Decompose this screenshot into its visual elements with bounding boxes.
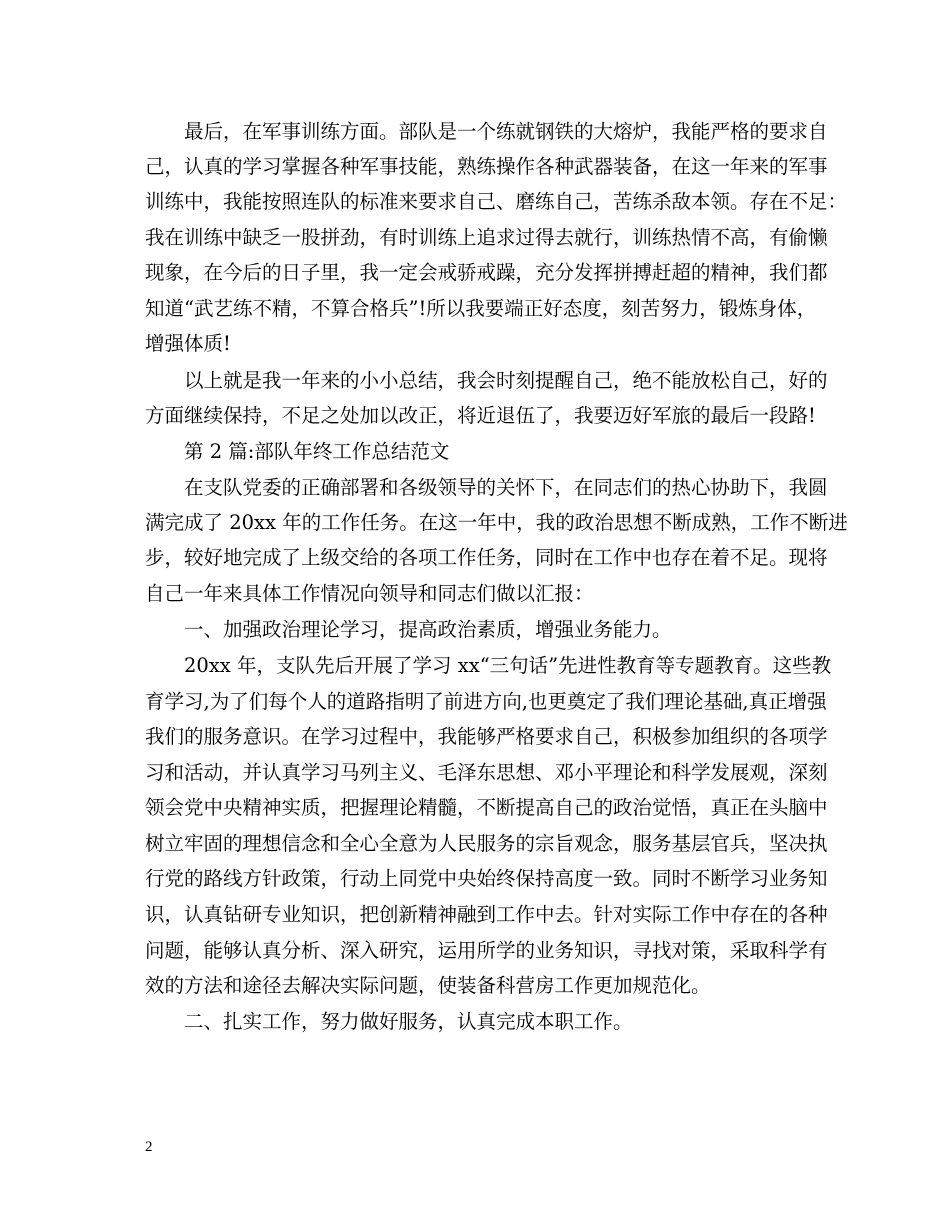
text-line: 问题，能够认真分析、深入研究，运用所学的业务知识，寻找对策，采取科学有 [145, 939, 828, 962]
text-line: 自己一年来具体工作情况向领导和同志们做以汇报： [145, 582, 594, 605]
text-line: 识，认真钻研专业知识，把创新精神融到工作中去。针对实际工作中存在的各种 [145, 903, 828, 926]
text-line: 二、扎实工作，努力做好服务，认真完成本职工作。 [145, 1010, 633, 1033]
text-line: 方面继续保持，不足之处加以改正，将近退伍了，我要迈好军旅的最后一段路! [145, 404, 816, 427]
text-line: 我们的服务意识。在学习过程中，我能够严格要求自己，积极参加组织的各项学 [145, 725, 828, 748]
text-line: 20xx 年，支队先后开展了学习 xx“三句话”先进性教育等专题教育。这些教 [145, 654, 832, 677]
text-line: 满完成了 20xx 年的工作任务。在这一年中，我的政治思想不断成熟，工作不断进 [145, 511, 848, 534]
section-heading: 第 2 篇:部队年终工作总结范文 [145, 440, 450, 463]
text-line: 增强体质! [145, 332, 231, 355]
page-number: 2 [145, 1139, 153, 1155]
text-line: 行党的路线方针政策，行动上同党中央始终保持高度一致。同时不断学习业务知 [145, 867, 828, 890]
text-line: 在支队党委的正确部署和各级领导的关怀下，在同志们的热心协助下，我圆 [145, 476, 828, 499]
text-line: 领会党中央精神实质，把握理论精髓，不断提高自己的政治觉悟，真正在头脑中 [145, 796, 828, 819]
text-line: 知道“武艺练不精，不算合格兵”!所以我要端正好态度，刻苦努力，锻炼身体， [145, 297, 817, 320]
text-line: 育学习,为了们每个人的道路指明了前进方向,也更奠定了我们理论基础,真正增强 [145, 690, 827, 713]
text-line: 己，认真的学习掌握各种军事技能，熟练操作各种武器装备，在这一年来的军事 [145, 155, 828, 178]
text-line: 现象，在今后的日子里，我一定会戒骄戒躁，充分发挥拼搏赶超的精神，我们都 [145, 261, 828, 284]
text-line: 一、加强政治理论学习，提高政治素质，增强业务能力。 [145, 618, 672, 641]
text-line: 效的方法和途径去解决实际问题，使装备科营房工作更加规范化。 [145, 974, 711, 997]
text-line: 我在训练中缺乏一股拼劲，有时训练上追求过得去就行，训练热情不高，有偷懒 [145, 226, 828, 249]
text-line: 训练中，我能按照连队的标准来要求自己、磨练自己，苦练杀敌本领。存在不足： [145, 190, 848, 213]
text-line: 习和活动，并认真学习马列主义、毛泽东思想、邓小平理论和科学发展观，深刻 [145, 761, 828, 784]
text-line: 以上就是我一年来的小小总结，我会时刻提醒自己，绝不能放松自己，好的 [145, 369, 828, 392]
text-line: 树立牢固的理想信念和全心全意为人民服务的宗旨观念，服务基层官兵，坚决执 [145, 832, 828, 855]
text-line: 最后，在军事训练方面。部队是一个练就钢铁的大熔炉，我能严格的要求自 [145, 120, 828, 143]
text-line: 步，较好地完成了上级交给的各项工作任务，同时在工作中也存在着不足。现将 [145, 546, 828, 569]
